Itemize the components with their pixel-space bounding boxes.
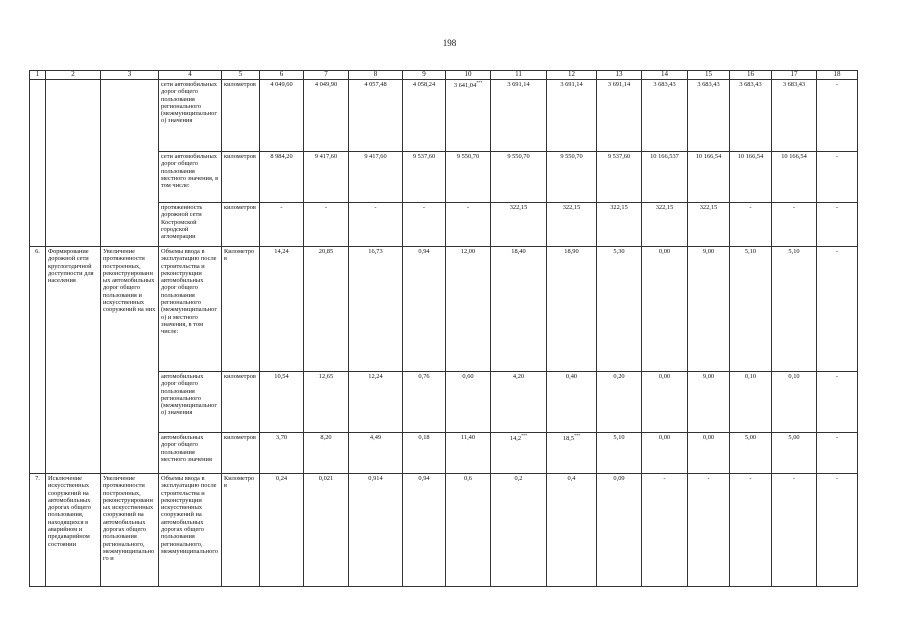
value-text: 8,20	[320, 434, 332, 441]
value-cell	[772, 152, 817, 203]
value-cell	[642, 247, 688, 372]
value-text: 0,021	[318, 475, 334, 482]
value-cell	[642, 152, 688, 203]
value-text: -	[835, 153, 839, 160]
value-cell	[260, 474, 304, 587]
value-cell	[260, 80, 304, 152]
unit-cell: километров	[222, 372, 260, 433]
footnote-mark: ***	[521, 433, 528, 438]
value-cell	[772, 203, 817, 247]
value-text: 322,15	[509, 204, 528, 211]
unit-cell: километров	[222, 203, 260, 247]
value-cell	[349, 152, 403, 203]
value-text: 0,00	[658, 373, 671, 380]
value-cell	[547, 152, 597, 203]
value-text: 11,40	[460, 434, 476, 441]
value-cell	[403, 474, 446, 587]
value-text: 322,15	[562, 204, 581, 211]
value-text: 5,30	[613, 248, 625, 255]
value-text: 0,20	[613, 373, 625, 380]
value-cell	[349, 203, 403, 247]
value-cell	[491, 433, 547, 474]
value-cell	[730, 152, 772, 203]
value-text: 5,00	[744, 434, 757, 441]
value-cell	[446, 433, 491, 474]
value-cell	[446, 474, 491, 587]
column-header: 4	[159, 71, 222, 80]
footnote-mark: ***	[476, 80, 483, 85]
value-cell	[446, 372, 491, 433]
value-text: -	[374, 204, 377, 211]
value-text: 0,00	[658, 434, 671, 441]
value-text: 9 550,70	[507, 153, 530, 160]
value-cell	[403, 433, 446, 474]
value-cell	[403, 203, 446, 247]
value-cell	[817, 152, 858, 203]
value-text: 0,10	[788, 373, 800, 380]
value-text: 4 049,90	[314, 81, 338, 88]
value-cell	[817, 372, 858, 433]
task-cell: Формирование дорожной сети круглогодичной доступности для населения	[46, 247, 101, 474]
value-cell	[260, 152, 304, 203]
value-cell	[349, 474, 403, 587]
value-cell	[688, 474, 730, 587]
column-header: 17	[772, 71, 817, 80]
value-text: 322,15	[655, 204, 674, 211]
value-cell	[730, 433, 772, 474]
value-text: 0,4	[567, 475, 576, 482]
value-text: 20,85	[318, 248, 334, 255]
value-cell	[642, 433, 688, 474]
value-text: 4 049,60	[270, 81, 293, 88]
value-cell	[688, 203, 730, 247]
value-cell	[491, 372, 547, 433]
value-cell	[772, 372, 817, 433]
value-cell	[688, 372, 730, 433]
value-text: 5,00	[788, 434, 800, 441]
value-text: 9 417,60	[364, 153, 387, 160]
value-text: -	[663, 475, 666, 482]
value-cell	[304, 433, 349, 474]
value-cell	[597, 433, 642, 474]
value-cell	[547, 203, 597, 247]
value-cell	[817, 433, 858, 474]
value-text: -	[749, 475, 752, 482]
value-text: 3 691,14	[507, 81, 530, 88]
value-cell	[547, 372, 597, 433]
value-cell	[547, 80, 597, 152]
value-cell	[730, 474, 772, 587]
value-text: -	[792, 475, 796, 482]
value-cell	[642, 372, 688, 433]
value-cell	[304, 372, 349, 433]
item-number-cell: 6.	[30, 247, 46, 474]
value-text: 3 641,04	[453, 82, 477, 90]
value-cell	[772, 80, 817, 152]
value-text: 0,10	[744, 373, 757, 380]
value-cell	[446, 247, 491, 372]
value-cell	[597, 152, 642, 203]
value-cell	[817, 203, 858, 247]
value-text: 322,15	[610, 204, 628, 211]
measure-cell: Увеличение протяженности построенных, реконструированных искусственных сооружений на автомобильных дорогах общего пользования регионального, межмуниципального и	[101, 474, 159, 587]
value-cell	[403, 152, 446, 203]
value-text: -	[835, 434, 839, 441]
value-cell	[349, 372, 403, 433]
value-cell	[304, 152, 349, 203]
value-text: 5,10	[744, 248, 757, 255]
column-header: 7	[304, 71, 349, 80]
item-number-cell: 7.	[30, 474, 46, 587]
value-text: -	[324, 204, 328, 211]
value-text: 10 166,54	[737, 153, 764, 160]
value-cell	[730, 372, 772, 433]
value-text: 14,2	[509, 435, 522, 443]
value-cell	[491, 474, 547, 587]
value-text: 18,90	[564, 248, 579, 255]
value-text: 9,00	[702, 373, 715, 380]
column-header: 5	[222, 71, 260, 80]
value-text: -	[835, 248, 839, 255]
value-cell	[403, 372, 446, 433]
value-text: 3 683,43	[782, 81, 806, 88]
indicator-name-cell: протяженность дорожной сети Костромской городской агломерации	[159, 203, 222, 247]
value-cell	[349, 247, 403, 372]
value-text: -	[422, 204, 426, 211]
value-text: 0,2	[514, 475, 523, 482]
unit-cell: Километров	[222, 247, 260, 372]
value-text: 9,00	[702, 248, 715, 255]
value-cell	[642, 80, 688, 152]
value-cell	[304, 80, 349, 152]
column-number-row	[30, 71, 858, 80]
value-text: 0,914	[368, 475, 383, 482]
value-text: -	[792, 204, 796, 211]
value-cell	[260, 433, 304, 474]
column-header: 15	[688, 71, 730, 80]
value-cell	[446, 203, 491, 247]
value-text: 5,10	[613, 434, 625, 441]
value-cell	[547, 247, 597, 372]
value-cell	[491, 203, 547, 247]
page-number: 198	[442, 38, 457, 48]
value-text: 0,18	[418, 434, 430, 441]
value-cell	[304, 474, 349, 587]
unit-cell: километров	[222, 433, 260, 474]
value-cell	[597, 80, 642, 152]
value-cell	[817, 247, 858, 372]
value-text: 10 166,54	[781, 153, 807, 160]
value-cell	[772, 474, 817, 587]
value-text: -	[835, 475, 839, 482]
value-cell	[688, 80, 730, 152]
value-text: 3 683,43	[653, 81, 676, 88]
column-header: 3	[101, 71, 159, 80]
value-text: 9 550,70	[560, 153, 583, 160]
footnote-mark: ***	[574, 433, 581, 438]
column-header: 10	[446, 71, 491, 80]
value-cell	[260, 203, 304, 247]
value-text: 10 166,54	[695, 153, 722, 160]
value-text: 5,10	[788, 248, 800, 255]
value-text: 0,6	[464, 475, 472, 482]
value-cell	[597, 474, 642, 587]
value-text: 0,60	[462, 373, 474, 380]
value-text: 0,76	[418, 373, 430, 380]
indicator-name-cell: сети автомобильных дорог общего пользования регионального (межмуниципального) значения	[159, 80, 222, 152]
value-text: 3 691,14	[607, 81, 631, 88]
value-cell	[260, 372, 304, 433]
value-text: 4,49	[369, 434, 382, 441]
value-text: 12,00	[460, 248, 476, 255]
value-text: 0,00	[658, 248, 671, 255]
value-text: -	[707, 475, 710, 482]
value-text: -	[835, 204, 839, 211]
value-cell	[642, 474, 688, 587]
value-cell	[403, 247, 446, 372]
value-text: 4 058,24	[412, 81, 436, 88]
value-text: 3 683,43	[697, 81, 720, 88]
value-cell	[772, 247, 817, 372]
value-cell	[688, 152, 730, 203]
column-header: 6	[260, 71, 304, 80]
value-text: 4,20	[512, 373, 525, 380]
value-cell	[491, 80, 547, 152]
value-cell	[304, 203, 349, 247]
value-cell	[547, 474, 597, 587]
value-text: -	[835, 373, 839, 380]
value-cell	[547, 433, 597, 474]
column-header: 18	[817, 71, 858, 80]
value-cell	[349, 80, 403, 152]
value-text: 0,09	[613, 475, 625, 482]
value-cell	[349, 433, 403, 474]
item-number-cell	[30, 80, 46, 247]
value-text: 18,40	[511, 248, 526, 255]
value-cell	[446, 80, 491, 152]
value-text: 322,15	[699, 204, 718, 211]
value-text: 3 691,14	[560, 81, 583, 88]
value-cell	[772, 433, 817, 474]
column-header: 8	[349, 71, 403, 80]
value-text: 14,24	[274, 248, 289, 255]
column-header: 1	[30, 71, 46, 80]
value-cell	[688, 433, 730, 474]
table-row	[30, 80, 858, 152]
value-cell	[304, 247, 349, 372]
value-cell	[597, 247, 642, 372]
value-cell	[688, 247, 730, 372]
table-row	[30, 474, 858, 587]
column-header: 16	[730, 71, 772, 80]
measure-cell	[101, 80, 159, 247]
task-cell	[46, 80, 101, 247]
value-text: 0,94	[418, 475, 430, 482]
value-cell	[260, 247, 304, 372]
unit-cell: километров	[222, 152, 260, 203]
value-text: -	[749, 204, 752, 211]
value-text: 3,70	[275, 434, 288, 441]
unit-cell: километров	[222, 80, 260, 152]
value-text: 12,24	[368, 373, 383, 380]
value-text: 16,73	[368, 248, 383, 255]
unit-cell: Километров	[222, 474, 260, 587]
value-cell	[597, 203, 642, 247]
value-cell	[730, 80, 772, 152]
indicator-table	[29, 70, 858, 587]
value-text: 8 984,20	[270, 153, 293, 160]
value-cell	[817, 80, 858, 152]
value-cell	[730, 247, 772, 372]
table-row	[30, 247, 858, 372]
value-text: 0,24	[275, 475, 288, 482]
value-cell	[446, 152, 491, 203]
value-cell	[491, 152, 547, 203]
value-text: -	[280, 204, 283, 211]
indicator-name-cell: Объемы ввода в эксплуатацию после строительства и реконструкции автомобильных дорог общего пользования регионального (межмуниципального) и местного значения, в том числе:	[159, 247, 222, 372]
column-header: 9	[403, 71, 446, 80]
measure-cell: Увеличение протяженности построенных, реконструированных автомобильных дорог общего пользования и искусственных сооружений на них	[101, 247, 159, 474]
value-text: 0,00	[702, 434, 715, 441]
column-header: 14	[642, 71, 688, 80]
value-text: 0,40	[565, 373, 578, 380]
indicator-name-cell: Объемы ввода в эксплуатацию после строительства и реконструкции искусственных сооружений на автомобильных дорогах общего пользования регионального, межмуниципального	[159, 474, 222, 587]
value-text: 3 683,43	[739, 81, 762, 88]
indicator-name-cell: автомобильных дорог общего пользования регионального (межмуниципального) значения	[159, 372, 222, 433]
value-text: 9 537,60	[412, 153, 436, 160]
value-cell	[403, 80, 446, 152]
value-text: -	[466, 204, 470, 211]
value-cell	[597, 372, 642, 433]
value-cell	[642, 203, 688, 247]
value-cell	[817, 474, 858, 587]
task-cell: Исключение искусственных сооружений на автомобильных дорогах общего пользования, находящихся в аварийном и предаварийном состоянии	[46, 474, 101, 587]
value-text: 18,5	[562, 435, 575, 443]
value-text: 9 550,70	[456, 153, 480, 160]
value-text: 10,54	[274, 373, 289, 380]
value-text: 12,65	[318, 373, 334, 380]
value-cell	[491, 247, 547, 372]
value-text: 10 166,537	[650, 153, 679, 160]
value-text: 0,94	[418, 248, 430, 255]
value-text: 9 417,60	[314, 153, 338, 160]
value-text: 9 537,60	[607, 153, 631, 160]
column-header: 12	[547, 71, 597, 80]
indicator-name-cell: автомобильных дорог общего пользования местного значения	[159, 433, 222, 474]
value-text: 4 057,48	[364, 81, 387, 88]
indicator-name-cell: сети автомобильных дорог общего пользования местного значения, в том числе:	[159, 152, 222, 203]
column-header: 13	[597, 71, 642, 80]
value-cell	[730, 203, 772, 247]
value-text: -	[835, 81, 839, 88]
column-header: 2	[46, 71, 101, 80]
column-header: 11	[491, 71, 547, 80]
